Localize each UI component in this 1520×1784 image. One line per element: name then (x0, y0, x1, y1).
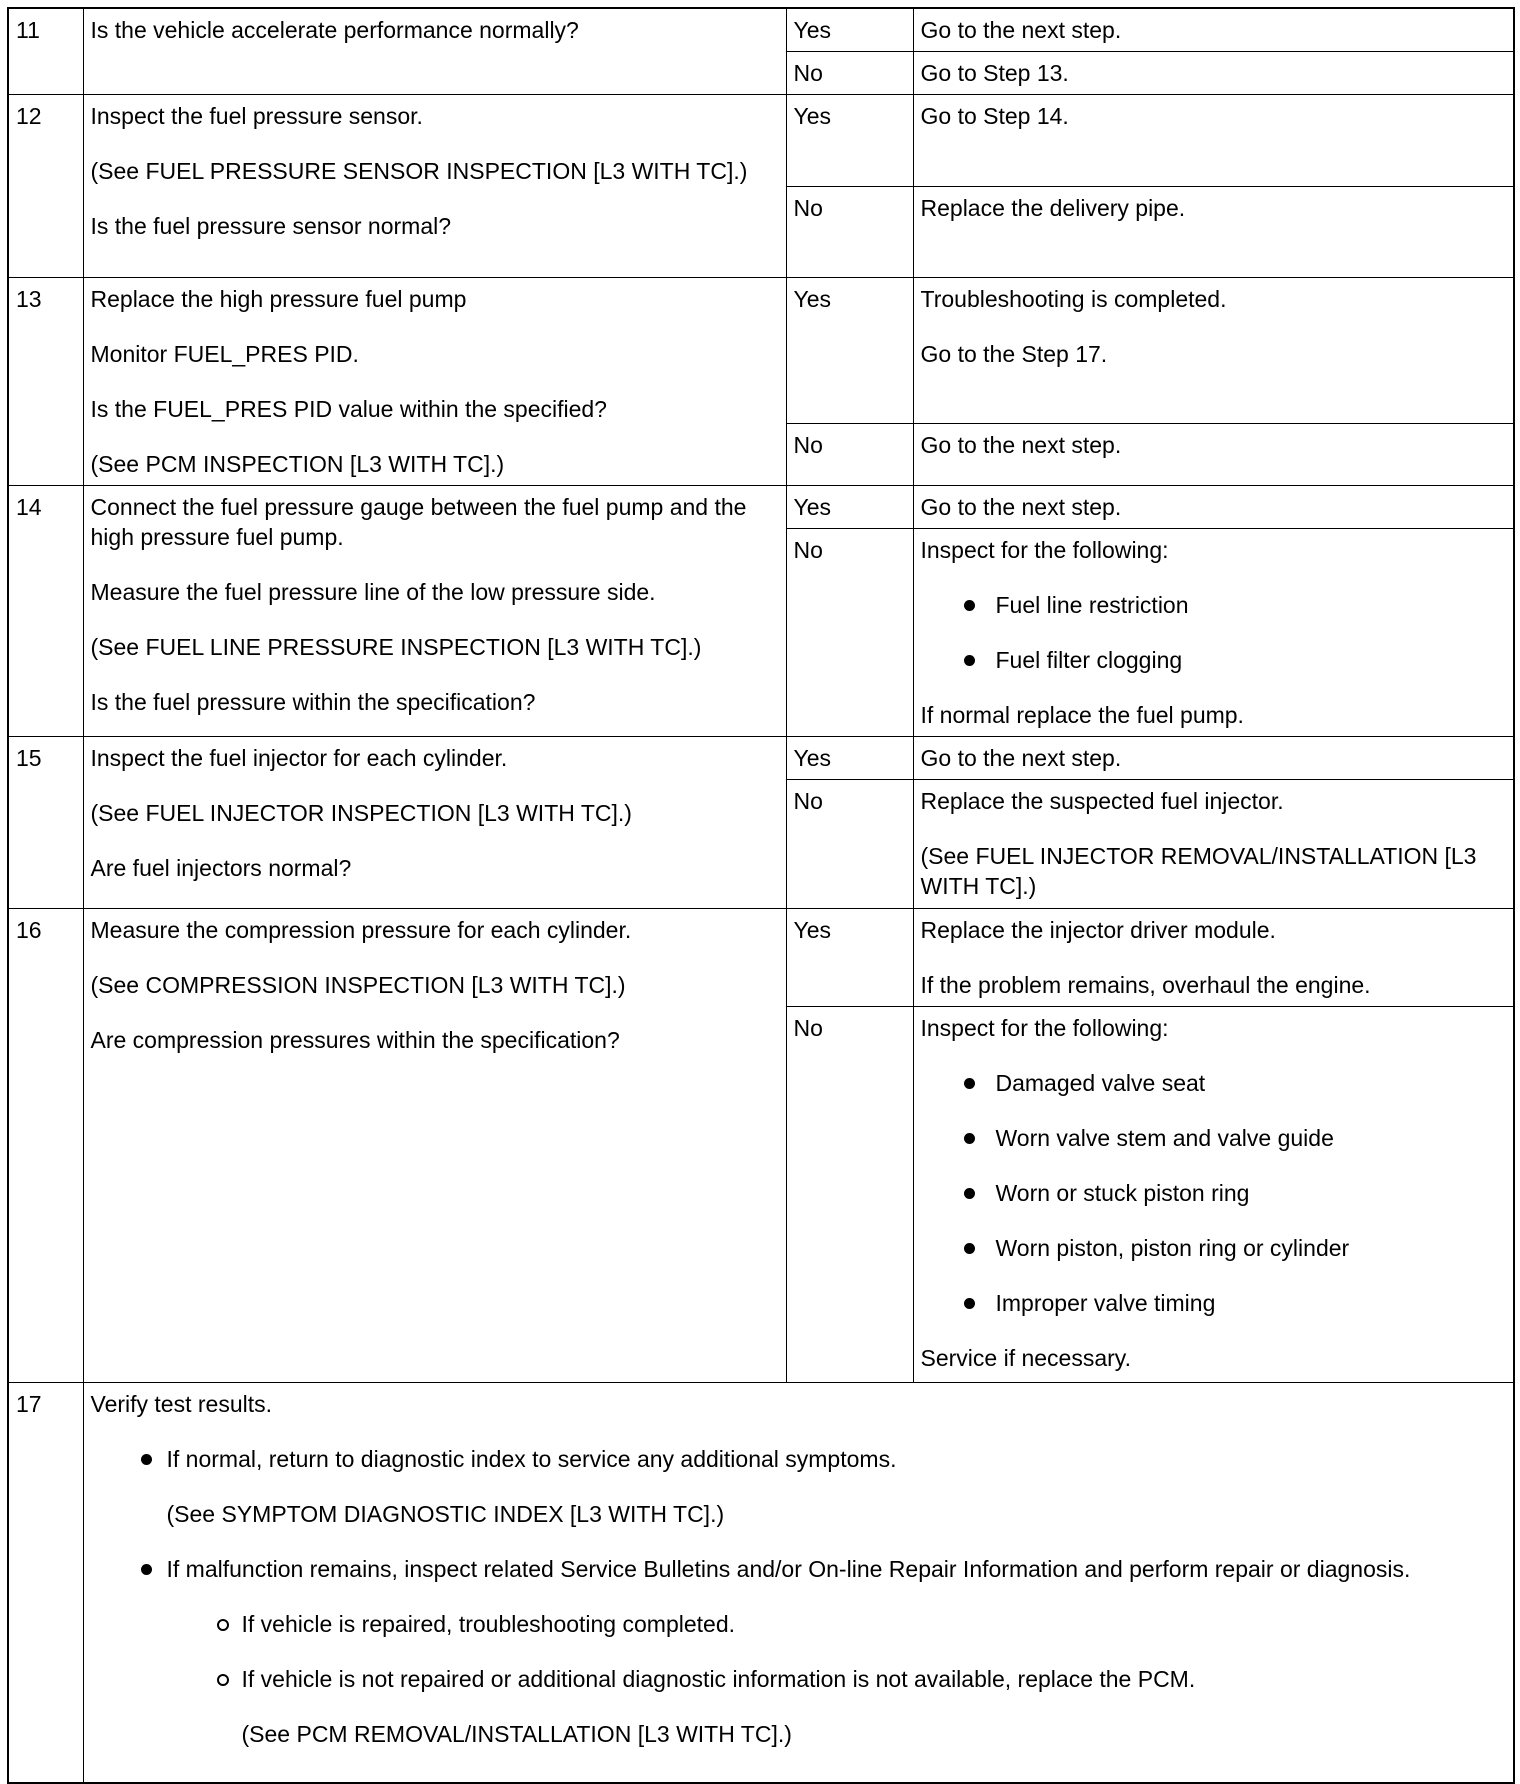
no-action (913, 52, 1514, 95)
no-label: No (786, 1007, 913, 1383)
question-text: Is the fuel pressure sensor normal? (90, 213, 452, 239)
question-reference: (See FUEL INJECTOR INSPECTION [L3 WITH TC].) (90, 800, 632, 826)
action-text: If the problem remains, overhaul the engine. (920, 972, 1371, 998)
yes-action (913, 909, 1514, 1007)
no-action (913, 529, 1514, 737)
question-text: Are fuel injectors normal? (90, 855, 352, 881)
yes-label: Yes (786, 278, 913, 424)
yes-action (913, 486, 1514, 529)
action-text: Go to the next step. (920, 432, 1122, 458)
yes-label: Yes (786, 486, 913, 529)
action-text: Go to the next step. (920, 17, 1122, 43)
no-label: No (786, 424, 913, 486)
yes-action (913, 737, 1514, 780)
no-action (913, 780, 1514, 909)
step-14-yes-row (8, 486, 1514, 529)
action-text: Replace the injector driver module. (920, 917, 1276, 943)
question-reference: (See FUEL LINE PRESSURE INSPECTION [L3 WITH TC].) (90, 634, 702, 660)
step-question (83, 95, 786, 278)
question-text: Are compression pressures within the specification? (90, 1027, 620, 1053)
question-reference: (See PCM INSPECTION [L3 WITH TC].) (90, 451, 505, 477)
action-text: Go to the next step. (920, 494, 1122, 520)
list-item: Fuel filter clogging (921, 645, 1506, 675)
action-intro: Inspect for the following: (920, 1015, 1169, 1041)
step-question (83, 737, 786, 909)
no-label: No (786, 52, 913, 95)
yes-action (913, 8, 1514, 52)
step-question (83, 8, 786, 95)
list-item: Worn valve stem and valve guide (921, 1123, 1506, 1153)
question-text: Connect the fuel pressure gauge between the fuel pump and the high pressure fuel pump. (90, 494, 747, 550)
step-17-content (83, 1383, 1514, 1783)
action-text: Troubleshooting is completed. (920, 286, 1227, 312)
question-text: Inspect the fuel pressure sensor. (90, 103, 423, 129)
yes-action (913, 278, 1514, 424)
step-number: 13 (8, 278, 83, 486)
yes-label: Yes (786, 8, 913, 52)
question-reference: (See FUEL PRESSURE SENSOR INSPECTION [L3 WITH TC].) (90, 158, 748, 184)
step-number: 16 (8, 909, 83, 1383)
question-text: Is the vehicle accelerate performance normally? (90, 17, 579, 43)
action-text: Go to Step 13. (920, 60, 1069, 86)
inspection-list (921, 1068, 1506, 1318)
no-label: No (786, 529, 913, 737)
step-question (83, 486, 786, 737)
malfunction-bullet: If malfunction remains, inspect related Service Bulletins and/or On-line Repair Information and perform repair or diagnosis. (139, 1554, 1506, 1584)
list-item: Improper valve timing (921, 1288, 1506, 1318)
list-item: Worn piston, piston ring or cylinder (921, 1233, 1506, 1263)
action-reference: (See FUEL INJECTOR REMOVAL/INSTALLATION [L3 WITH TC].) (920, 843, 1477, 899)
step-17-title: Verify test results. (90, 1391, 273, 1417)
normal-reference: (See SYMPTOM DIAGNOSTIC INDEX [L3 WITH TC].) (166, 1501, 725, 1527)
step-number: 12 (8, 95, 83, 278)
list-item: Damaged valve seat (921, 1068, 1506, 1098)
step-13-yes-row (8, 278, 1514, 424)
action-intro: Inspect for the following: (920, 537, 1169, 563)
step-number: 11 (8, 8, 83, 95)
troubleshooting-table (7, 7, 1515, 1784)
step-number: 14 (8, 486, 83, 737)
no-label: No (786, 780, 913, 909)
action-text: Replace the delivery pipe. (920, 195, 1186, 221)
no-action (913, 1007, 1514, 1383)
normal-bullet: If normal, return to diagnostic index to service any additional symptoms. (139, 1444, 1506, 1474)
step-15-yes-row (8, 737, 1514, 780)
not-repaired-subitem: If vehicle is not repaired or additional diagnostic information is not available, replace the PCM. (139, 1664, 1506, 1694)
action-text: Go to the next step. (920, 745, 1122, 771)
step-11-yes-row (8, 8, 1514, 52)
step-number: 17 (8, 1383, 83, 1783)
step-question (83, 278, 786, 486)
step-12-yes-row (8, 95, 1514, 187)
question-text: Is the fuel pressure within the specification? (90, 689, 536, 715)
no-action (913, 424, 1514, 486)
question-text: Measure the compression pressure for each cylinder. (90, 917, 632, 943)
no-action (913, 187, 1514, 278)
question-text: Replace the high pressure fuel pump (90, 286, 467, 312)
question-text: Measure the fuel pressure line of the low pressure side. (90, 579, 656, 605)
question-text: Monitor FUEL_PRES PID. (90, 341, 359, 367)
action-outro: Service if necessary. (920, 1345, 1131, 1371)
pcm-reference: (See PCM REMOVAL/INSTALLATION [L3 WITH TC].) (241, 1721, 792, 1747)
action-outro: If normal replace the fuel pump. (920, 702, 1244, 728)
step-question (83, 909, 786, 1383)
inspection-list (921, 590, 1506, 675)
action-text: Replace the suspected fuel injector. (920, 788, 1284, 814)
list-item: Fuel line restriction (921, 590, 1506, 620)
question-text: Inspect the fuel injector for each cylinder. (90, 745, 508, 771)
question-text: Is the FUEL_PRES PID value within the specified? (90, 396, 607, 422)
step-17-row (8, 1383, 1514, 1783)
yes-action (913, 95, 1514, 187)
action-text: Go to Step 14. (920, 103, 1069, 129)
list-item: Worn or stuck piston ring (921, 1178, 1506, 1208)
step-number: 15 (8, 737, 83, 909)
yes-label: Yes (786, 737, 913, 780)
yes-label: Yes (786, 95, 913, 187)
repaired-subitem: If vehicle is repaired, troubleshooting completed. (139, 1609, 1506, 1639)
step-16-yes-row (8, 909, 1514, 1007)
yes-label: Yes (786, 909, 913, 1007)
action-text: Go to the Step 17. (920, 341, 1108, 367)
question-reference: (See COMPRESSION INSPECTION [L3 WITH TC].) (90, 972, 626, 998)
no-label: No (786, 187, 913, 278)
